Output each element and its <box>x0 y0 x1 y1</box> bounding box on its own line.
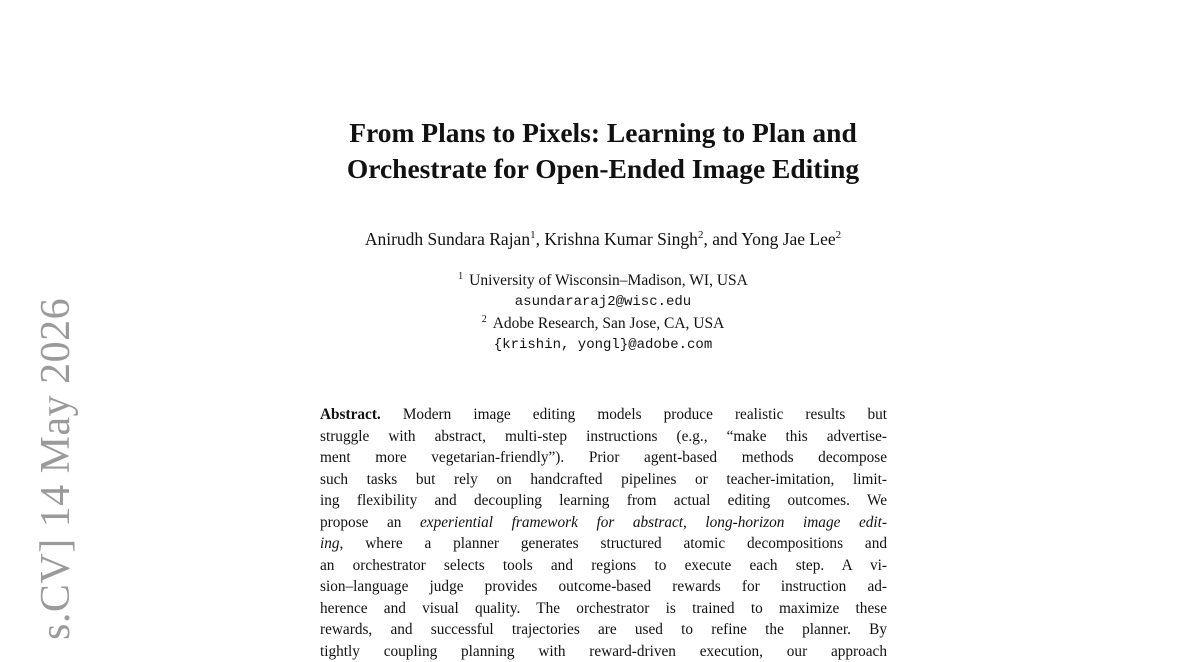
abstract-line: propose an experiential framework for abstract, long-horizon image edit- <box>320 512 887 534</box>
author-name: Anirudh Sundara Rajan <box>365 229 530 249</box>
affiliation-number: 1 <box>458 271 463 282</box>
affiliation-text: University of Wisconsin–Madison, WI, USA <box>469 272 748 289</box>
abstract-line: herence and visual quality. The orchestrator is trained to maximize these <box>320 598 887 620</box>
title-line-2: Orchestrate for Open-Ended Image Editing <box>250 151 956 187</box>
abstract-label: Abstract. <box>320 406 381 423</box>
author-affil-marker: 1 <box>530 229 536 241</box>
title-line-1: From Plans to Pixels: Learning to Plan and <box>250 115 956 151</box>
abstract-emphasis: ing <box>320 535 340 552</box>
abstract-line: struggle with abstract, multi-step instructions (e.g., “make this advertise- <box>320 426 887 448</box>
affiliation-email[interactable]: {krishin, yongl}@adobe.com <box>250 335 956 357</box>
abstract-line: an orchestrator selects tools and regions to execute each step. A vi- <box>320 555 887 577</box>
affiliation-number: 2 <box>482 314 487 325</box>
abstract <box>320 404 887 662</box>
affiliation-block <box>250 270 956 356</box>
abstract-line: rewards, and successful trajectories are used to refine the planner. By <box>320 619 887 641</box>
abstract-emphasis: experiential framework for abstract, long-horizon image edit- <box>420 514 887 531</box>
abstract-line: ing, where a planner generates structured atomic decompositions and <box>320 533 887 555</box>
author-list <box>250 228 956 250</box>
abstract-line: tightly coupling planning with reward-driven execution, our approach <box>320 641 887 662</box>
author-affil-marker: 2 <box>698 229 704 241</box>
affiliation-row <box>250 313 956 335</box>
abstract-line: ment more vegetarian-friendly”). Prior agent-based methods decompose <box>320 447 887 469</box>
author-affil-marker: 2 <box>836 229 842 241</box>
abstract-line: sion–language judge provides outcome-based rewards for instruction ad- <box>320 576 887 598</box>
abstract-line: ing flexibility and decoupling learning from actual editing outcomes. We <box>320 490 887 512</box>
author-name: Yong Jae Lee <box>741 229 835 249</box>
affiliation-row <box>250 270 956 292</box>
paper-title <box>250 115 956 187</box>
affiliation-email[interactable]: asundararaj2@wisc.edu <box>250 292 956 314</box>
abstract-line: such tasks but rely on handcrafted pipelines or teacher-imitation, limit- <box>320 469 887 491</box>
affiliation-text: Adobe Research, San Jose, CA, USA <box>493 315 725 332</box>
author-separator: , <box>536 229 545 249</box>
author-name: Krishna Kumar Singh <box>544 229 698 249</box>
author-separator: , and <box>703 229 741 249</box>
abstract-line: Abstract. Modern image editing models produce realistic results but <box>320 404 887 426</box>
arxiv-identifier-stamp: s.CV] 14 May 2026 <box>32 298 80 640</box>
